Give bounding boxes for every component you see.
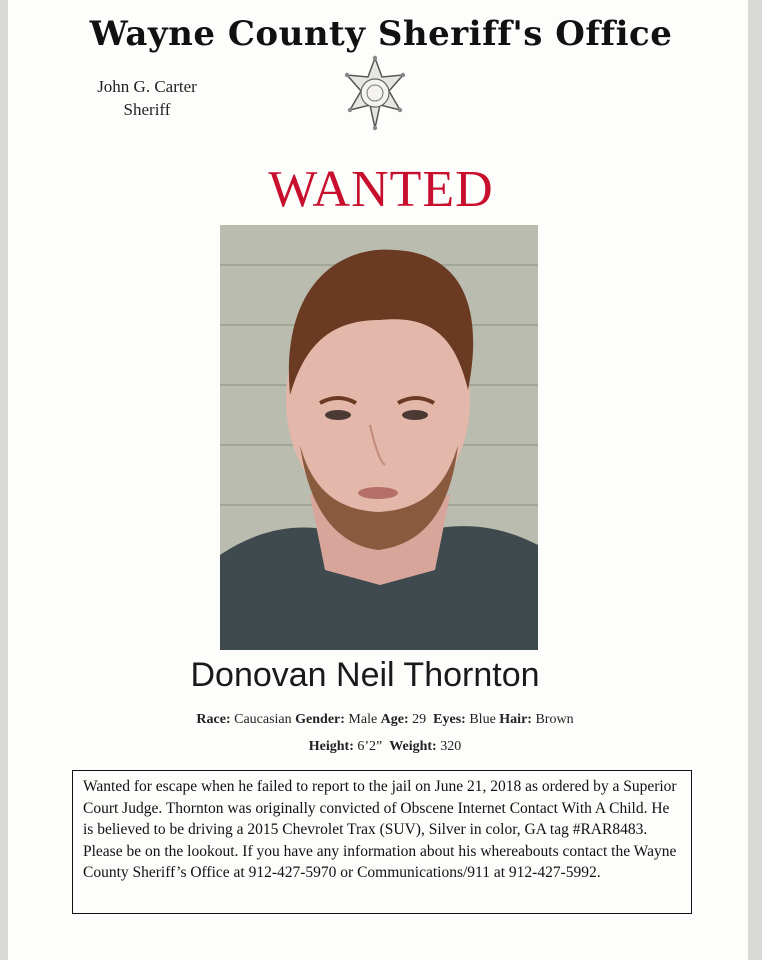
sheriff-block <box>82 75 212 121</box>
gender-label: Gender: <box>295 712 345 727</box>
weight-label: Weight: <box>389 739 437 754</box>
suspect-details-row-2 <box>0 739 762 755</box>
wanted-headline: WANTED <box>268 161 494 218</box>
sheriff-name: John G. Carter <box>97 77 197 96</box>
hair-label: Hair: <box>499 712 532 727</box>
suspect-photo <box>220 225 538 650</box>
sheriff-title: Sheriff <box>123 100 171 119</box>
notice-text: Wanted for escape when he failed to report to the jail on June 21, 2018 as ordered by a Superior Court Judge. Thornton was originally convicted of Obscene Internet Contact With A Child. He is believed to be driving a 2015 Chevrolet Trax (SUV), Silver in color, GA tag #RAR8483. Please be on the lookout. If you have any information about his whereabouts contact the Wayne County Sheriff’s Office at 912-427-5970 or Communications/911 at 912-427-5992. <box>83 778 677 881</box>
height-label: Height: <box>308 739 354 754</box>
height-value: 6’2” <box>357 739 383 754</box>
eyes-label: Eyes: <box>433 712 466 727</box>
sheriff-star-badge-icon <box>340 55 410 133</box>
weight-value: 320 <box>440 739 462 754</box>
hair-value: Brown <box>535 712 574 727</box>
notice-box <box>72 770 692 914</box>
race-value: Caucasian <box>234 712 292 727</box>
age-label: Age: <box>380 712 409 727</box>
age-value: 29 <box>412 712 427 727</box>
race-label: Race: <box>196 712 231 727</box>
eyes-value: Blue <box>469 712 496 727</box>
office-title: Wayne County Sheriff's Office <box>89 14 673 54</box>
suspect-name: Donovan Neil Thornton <box>190 656 540 694</box>
gender-value: Male <box>348 712 378 727</box>
suspect-details-row-1 <box>0 712 762 728</box>
